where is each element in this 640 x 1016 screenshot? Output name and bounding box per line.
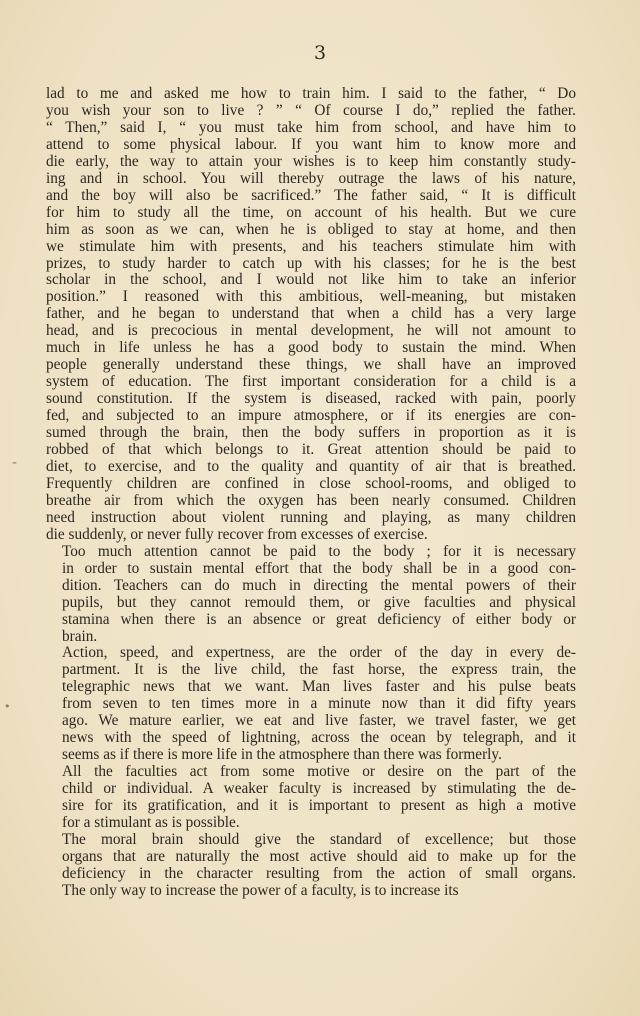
text-line: you wish your son to live ? ” “ Of course I do,” replied the father. [46, 101, 576, 119]
text-line: Action, speed, and expertness, are the order of the day in every de- [62, 644, 576, 662]
text-line: telegraphic news that we want. Man lives faster and his pulse beats [62, 678, 576, 696]
text-line: much in life unless he has a good body to sustain the mind. When [46, 339, 576, 357]
text-line: position.” I reasoned with this ambitious, well-meaning, but mistaken [46, 288, 576, 306]
text-line: we stimulate him with presents, and his teachers stimulate him with [46, 237, 576, 255]
text-line: breathe air from which the oxygen has been nearly consumed. Children [46, 491, 576, 509]
text-line: sound constitution. If the system is diseased, racked with pain, poorly [46, 390, 576, 408]
paragraph [46, 544, 576, 646]
text-line: “ Then,” said I, “ you must take him from school, and have him to [46, 118, 576, 136]
text-line: pupils, but they cannot remould them, or give faculties and physical [62, 593, 576, 611]
text-line: need instruction about violent running and playing, as many children [46, 508, 576, 526]
paragraph [46, 645, 576, 764]
text-line: child or individual. A weaker faculty is increased by stimulating the de- [62, 780, 576, 798]
text-line: news with the speed of lightning, across the ocean by telegraph, and it [62, 729, 576, 747]
page-number: 3 [313, 42, 327, 64]
text-line: people generally understand these things, we shall have an improved [46, 356, 576, 374]
margin-mark: • [4, 700, 11, 713]
text-line: Frequently children are confined in close school-rooms, and obliged to [46, 474, 576, 492]
text-line: deficiency in the character resulting from the action of small organs. [62, 864, 576, 882]
text-line: Too much attention cannot be paid to the body ; for it is necessary [62, 542, 576, 560]
text-line: prizes, to study harder to catch up with his classes; for he is the best [46, 254, 576, 272]
text-line: attend to some physical labour. If you want him to know more and [46, 135, 576, 153]
text-line: him as soon as we can, when he is obliged to stay at home, and then [46, 220, 576, 238]
paragraph [46, 86, 576, 544]
margin-mark: - [12, 455, 18, 471]
text-line: The only way to increase the power of a faculty, is to increase its [62, 881, 459, 899]
text-line: die suddenly, or never fully recover from excesses of exercise. [46, 525, 428, 543]
text-line: The moral brain should give the standard of excellence; but those [62, 830, 576, 848]
text-line: scholar in the school, and I would not like him to take an inferior [46, 271, 576, 289]
text-line: for a stimulant as is possible. [62, 813, 240, 831]
text-line: ing and in school. You will thereby outrage the laws of his nature, [46, 169, 576, 187]
text-line: fed, and subjected to an impure atmosphere, or if its energies are con- [46, 407, 576, 425]
text-line: head, and is precocious in mental development, he will not amount to [46, 322, 576, 340]
text-line: die early, the way to attain your wishes is to keep him constantly study- [46, 152, 576, 170]
page-body-text [46, 86, 576, 900]
text-line: organs that are naturally the most active should aid to make up for the [62, 847, 576, 865]
text-line: diet, to exercise, and to the quality and quantity of air that is breathed. [46, 457, 576, 475]
text-line: system of education. The first important consideration for a child is a [46, 373, 576, 391]
text-line: seems as if there is more life in the atmosphere than there was formerly. [62, 746, 502, 764]
text-line: stamina when there is an absence or great deficiency of either body or [62, 610, 576, 628]
text-line: robbed of that which belongs to it. Great attention should be paid to [46, 441, 576, 459]
paragraph [46, 764, 576, 832]
text-line: brain. [62, 627, 98, 645]
text-line: for him to study all the time, on account of his health. But we cure [46, 203, 576, 221]
text-line: partment. It is the live child, the fast horse, the express train, the [62, 661, 576, 679]
text-line: lad to me and asked me how to train him. I said to the father, “ Do [46, 85, 576, 102]
paragraph [46, 832, 576, 900]
text-line: in order to sustain mental effort that the body shall be in a good con- [62, 559, 576, 577]
text-line: ago. We mature earlier, we eat and live faster, we travel faster, we get [62, 712, 576, 730]
text-line: sire for its gratification, and it is important to present as high a motive [62, 797, 576, 815]
text-line: from seven to ten times more in a minute now than it did fifty years [62, 695, 576, 713]
text-line: All the faculties act from some motive or desire on the part of the [62, 763, 576, 781]
text-line: and the boy will also be sacrificed.” The father said, “ It is difficult [46, 186, 576, 204]
text-line: sumed through the brain, then the body suffers in proportion as it is [46, 424, 576, 442]
text-line: dition. Teachers can do much in directing the mental powers of their [62, 576, 576, 594]
text-line: father, and he began to understand that when a child has a very large [46, 305, 576, 323]
